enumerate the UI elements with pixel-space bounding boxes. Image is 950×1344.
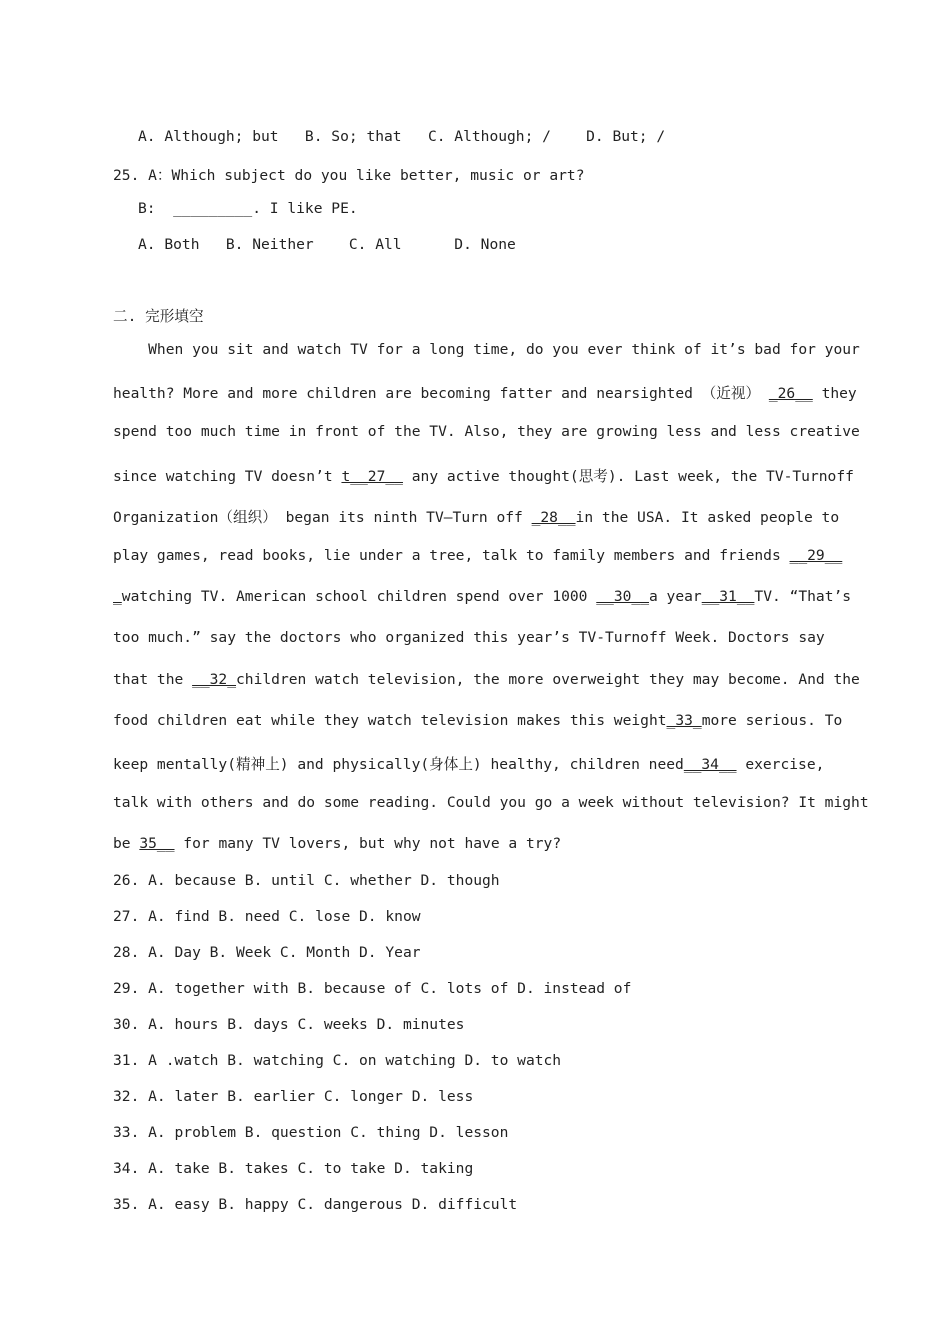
- passage-line: [113, 629, 825, 646]
- choice-item: 32. A. later B. earlier C. longer D. less: [113, 1088, 474, 1105]
- passage-line: [113, 423, 860, 440]
- q24-options: A. Although; but B. So; that C. Although; / D. But; /: [138, 128, 666, 145]
- passage-line: [113, 671, 860, 688]
- passage-line: [113, 341, 860, 358]
- passage-text: keep mentally(精神上) and physically(身体上) healthy, children need: [113, 756, 684, 773]
- passage-text: any active thought(思考). Last week, the TV-Turnoff: [402, 467, 854, 485]
- choice-item: 31. A .watch B. watching C. on watching D. to watch: [113, 1052, 562, 1069]
- blank: __30__: [596, 588, 649, 606]
- choice-item: 33. A. problem B. question C. thing D. lesson: [113, 1124, 509, 1141]
- passage-text: in the USA. It asked people to: [575, 508, 840, 526]
- passage-line: [113, 835, 561, 852]
- q25-question: 25. A：Which subject do you like better, music or art?: [113, 167, 585, 184]
- section-title: 二. 完形填空: [113, 308, 204, 325]
- passage-text: TV. “That’s: [754, 588, 852, 606]
- blank: t__27__: [341, 467, 403, 485]
- passage-line: [113, 547, 842, 564]
- choice-item: 30. A. hours B. days C. weeks D. minutes: [113, 1016, 465, 1033]
- choice-item: 34. A. take B. takes C. to take D. taking: [113, 1160, 474, 1177]
- passage-text: watching TV. American school children spend over 1000: [121, 588, 597, 606]
- choice-item: 29. A. together with B. because of C. lots of D. instead of: [113, 980, 632, 997]
- passage-text: Organization（组织） began its ninth TV—Turn off: [113, 508, 532, 526]
- blank: __32_: [192, 670, 237, 688]
- passage-line: [113, 753, 824, 774]
- blank: _: [113, 588, 122, 606]
- blank: _26__: [768, 385, 813, 403]
- passage-text: spend too much time in front of the TV. Also, they are growing less and less creative: [113, 423, 860, 441]
- passage-text: talk with others and do some reading. Could you go a week without television? It might: [113, 794, 869, 812]
- passage-line: [113, 712, 842, 729]
- blank: _28__: [531, 508, 576, 526]
- choice-item: 27. A. find B. need C. lose D. know: [113, 908, 421, 925]
- passage-line: [113, 588, 851, 605]
- passage-text: exercise,: [736, 756, 825, 773]
- blank: 35__: [139, 835, 175, 853]
- passage-text: too much.” say the doctors who organized this year’s TV-Turnoff Week. Doctors say: [113, 629, 825, 647]
- q25-options: A. Both B. Neither C. All D. None: [138, 236, 516, 253]
- passage-text: play games, read books, lie under a tree, talk to family members and friends: [113, 547, 790, 564]
- passage-line: [113, 794, 869, 811]
- blank: _33_: [666, 711, 702, 729]
- passage-line: [113, 506, 839, 527]
- passage-text: When you sit and watch TV for a long time, do you ever think of it’s bad for your: [113, 341, 860, 358]
- passage-text: health? More and more children are becoming fatter and nearsighted （近视）: [113, 385, 769, 403]
- passage-text: children watch television, the more overweight they may become. And the: [236, 670, 860, 688]
- choice-item: 28. A. Day B. Week C. Month D. Year: [113, 944, 421, 961]
- passage-text: for many TV lovers, but why not have a try?: [174, 835, 562, 853]
- blank: __31__: [701, 588, 755, 606]
- q25-answer: B: _________. I like PE.: [138, 200, 358, 217]
- choice-item: 26. A. because B. until C. whether D. though: [113, 872, 500, 889]
- passage-text: that the: [113, 670, 193, 688]
- passage-text: since watching TV doesn’t: [113, 467, 342, 485]
- passage-line: [113, 382, 857, 403]
- passage-text: food children eat while they watch television makes this weight: [113, 711, 667, 729]
- passage-text: more serious. To: [701, 711, 843, 729]
- passage-text: a year: [648, 588, 702, 606]
- passage-text: they: [812, 385, 857, 403]
- blank: __34__: [683, 756, 737, 773]
- choice-item: 35. A. easy B. happy C. dangerous D. difficult: [113, 1196, 518, 1213]
- passage-line: [113, 465, 854, 486]
- blank: __29__: [789, 547, 843, 564]
- passage-text: be: [113, 835, 140, 853]
